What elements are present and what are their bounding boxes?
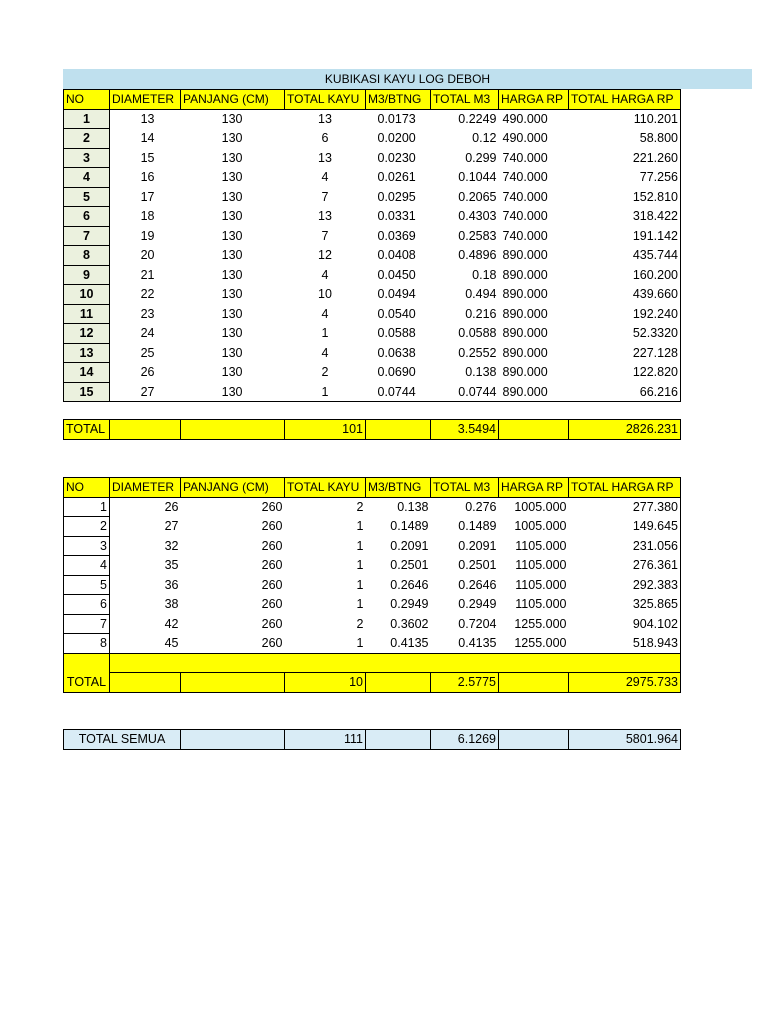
cell-panjang: 130: [221, 189, 243, 204]
cell-total-m3: 0.494: [465, 287, 497, 302]
table-row: [64, 382, 681, 402]
header-m3-btng: M3/BTNG: [366, 478, 431, 498]
cell-total-harga: 325.865: [569, 595, 681, 615]
cell-total-m3: 0.7204: [458, 616, 497, 631]
cell-diameter: 36: [164, 577, 179, 592]
grand-total-table: [63, 729, 681, 750]
cell-total-kayu: 2: [356, 616, 364, 631]
cell-total-m3: 0.138: [465, 365, 497, 380]
header-total-harga: TOTAL HARGA RP: [569, 90, 681, 110]
cell-total-harga: 292.383: [569, 575, 681, 595]
header-no: NO: [64, 90, 110, 110]
cell-harga: 740.000: [502, 170, 548, 185]
cell-total-kayu: 13: [318, 150, 332, 165]
cell-panjang: 260: [261, 500, 283, 514]
cell-total-harga: 192.240: [569, 304, 681, 324]
cell-total-m3: 0.2646: [458, 577, 497, 592]
cell-no: 6: [64, 207, 110, 227]
header-diameter: DIAMETER: [110, 478, 181, 498]
total-m3-value: 3.5494: [431, 420, 499, 440]
cell-no: 15: [64, 382, 110, 402]
table-row: [64, 536, 681, 556]
cell-total-kayu: 2: [356, 500, 364, 514]
cell-total-kayu: 1: [356, 636, 364, 650]
cell-harga: 490.000: [502, 112, 548, 126]
cell-panjang: 260: [261, 577, 283, 592]
cell-m3-btng: 0.2646: [390, 577, 429, 592]
cell-total-kayu: 1: [356, 577, 364, 592]
cell-m3-btng: 0.0200: [377, 131, 416, 146]
cell-total-m3: 0.2249: [458, 112, 497, 126]
cell-harga: 890.000: [502, 287, 548, 302]
cell-harga: 890.000: [502, 267, 548, 282]
cell-no: 3: [64, 536, 110, 556]
total-label: TOTAL: [64, 673, 110, 693]
table1-total-row: [64, 420, 681, 440]
cell-m3-btng: 0.0230: [377, 150, 416, 165]
total-m3-value: 2.5775: [431, 673, 499, 693]
cell-m3-btng: 0.2949: [390, 597, 429, 612]
cell-total-m3: 0.2065: [458, 189, 497, 204]
grand-total-row: [64, 730, 681, 750]
grand-harga-cell: [499, 730, 569, 750]
cell-m3-btng: 0.0261: [377, 170, 416, 185]
cell-total-m3: 0.0588: [458, 326, 497, 341]
header-no: NO: [64, 478, 110, 498]
table-header-row: [64, 478, 681, 498]
spacer-wide-cell: [110, 653, 681, 673]
cell-no: 1: [64, 109, 110, 129]
header-total-kayu: TOTAL KAYU: [285, 90, 366, 110]
cell-total-m3: 0.2583: [458, 228, 497, 243]
cell-total-m3: 0.12: [472, 131, 497, 146]
cell-harga: 1105.000: [515, 558, 567, 573]
table-row: [64, 595, 681, 615]
header-panjang: PANJANG (CM): [181, 478, 285, 498]
cell-total-m3: 0.0744: [431, 382, 499, 402]
cell-diameter: 23: [140, 306, 155, 321]
cell-m3-btng: 0.2091: [390, 538, 429, 553]
cell-total-harga: 318.422: [569, 207, 681, 227]
table-row: [64, 246, 681, 266]
cell-panjang: 130: [221, 209, 243, 224]
table-row: [64, 148, 681, 168]
cell-total-harga: 77.256: [569, 168, 681, 188]
header-total-m3: TOTAL M3: [431, 478, 499, 498]
cell-diameter: 45: [164, 636, 179, 650]
cell-no: 14: [64, 363, 110, 383]
cell-diameter: 21: [140, 267, 155, 282]
table-row: [64, 614, 681, 634]
cell-harga: 1255.000: [514, 616, 567, 631]
table-row: [64, 517, 681, 537]
total-harga-value: 2826.231: [569, 420, 681, 440]
cell-diameter: 19: [140, 228, 155, 243]
cell-no: 7: [64, 614, 110, 634]
cell-panjang: 130: [221, 228, 243, 243]
cell-total-m3: 0.2501: [458, 558, 497, 573]
table-row: [64, 497, 681, 517]
cell-m3-btng: 0.0295: [377, 189, 416, 204]
cell-total-kayu: 4: [321, 267, 329, 282]
grand-m3btng-cell: [366, 730, 431, 750]
cell-panjang: 130: [181, 382, 285, 402]
grand-total-m3: 6.1269: [431, 730, 499, 750]
cell-panjang: 260: [261, 597, 283, 612]
header-total-harga: TOTAL HARGA RP: [569, 478, 681, 498]
cell-diameter: 32: [164, 538, 179, 553]
cell-panjang: 260: [261, 558, 283, 573]
cell-total-kayu: 1: [356, 558, 364, 573]
cell-total-kayu: 1: [321, 326, 329, 341]
cell-total-harga: 227.128: [569, 343, 681, 363]
cell-harga: 740.000: [502, 228, 548, 243]
cell-harga: 1005.000: [514, 519, 567, 534]
grand-total-kayu: 111: [285, 730, 366, 750]
cell-total-kayu: 4: [321, 345, 329, 360]
cell-m3-btng: 0.0494: [377, 287, 416, 302]
cell-total-kayu: 7: [321, 228, 329, 243]
cell-no: 5: [64, 575, 110, 595]
total-harga-value: 2975.733: [569, 673, 681, 693]
cell-total-harga: 52.3320: [569, 324, 681, 344]
cell-m3-btng: 0.3602: [390, 616, 429, 631]
cell-no: 10: [64, 285, 110, 305]
cell-total-harga: 518.943: [569, 634, 681, 654]
cell-no: 5: [64, 187, 110, 207]
header-m3-btng: M3/BTNG: [366, 90, 431, 110]
cell-diameter: 15: [140, 150, 155, 165]
cell-total-m3: 0.1044: [458, 170, 497, 185]
grand-total-label: TOTAL SEMUA: [64, 730, 181, 750]
table-row: [64, 187, 681, 207]
cell-diameter: 13: [140, 112, 155, 126]
grand-total-harga: 5801.964: [569, 730, 681, 750]
table-header-row: [64, 90, 681, 110]
cell-harga: 890.000: [502, 345, 548, 360]
cell-harga: 890.000: [502, 365, 548, 380]
cell-diameter: 35: [164, 558, 179, 573]
cell-diameter: 27: [164, 519, 179, 534]
cell-m3-btng: 0.2501: [390, 558, 429, 573]
cell-total-kayu: 7: [321, 189, 329, 204]
cell-no: 11: [64, 304, 110, 324]
cell-harga: 490.000: [502, 131, 548, 146]
cell-m3-btng: 0.4135: [390, 636, 429, 650]
cell-no: 8: [64, 246, 110, 266]
cell-total-m3: 0.216: [465, 306, 497, 321]
cell-total-m3: 0.4303: [458, 209, 497, 224]
cell-total-m3: 0.18: [472, 267, 497, 282]
cell-total-harga: 439.660: [569, 285, 681, 305]
cell-total-kayu: 6: [321, 131, 329, 146]
sheet-title: KUBIKASI KAYU LOG DEBOH: [63, 69, 752, 89]
cell-total-m3: 0.2091: [458, 538, 497, 553]
cell-total-harga: 122.820: [569, 363, 681, 383]
header-harga: HARGA RP: [499, 478, 569, 498]
log-volume-table-260cm: [63, 477, 681, 693]
cell-no: 2: [64, 129, 110, 149]
grand-panjang-cell: [181, 730, 285, 750]
cell-total-kayu: 1: [356, 538, 364, 553]
cell-total-harga: 160.200: [569, 265, 681, 285]
cell-total-harga: 149.645: [569, 517, 681, 537]
cell-m3-btng: 0.0540: [377, 306, 416, 321]
total-harga-cell: [499, 420, 569, 440]
log-volume-table-130cm: [63, 89, 681, 440]
table2-yellow-spacer-row: [64, 653, 681, 673]
cell-m3-btng: 0.0369: [377, 228, 416, 243]
cell-total-kayu: 2: [321, 365, 329, 380]
cell-panjang: 260: [261, 519, 283, 534]
cell-panjang: 260: [261, 636, 283, 650]
cell-no: 13: [64, 343, 110, 363]
cell-m3-btng: 0.0638: [377, 345, 416, 360]
cell-panjang: 130: [221, 306, 243, 321]
cell-no: 4: [64, 556, 110, 576]
cell-total-harga: 231.056: [569, 536, 681, 556]
cell-total-harga: 221.260: [569, 148, 681, 168]
cell-harga: 1255.000: [514, 636, 567, 650]
cell-panjang: 260: [261, 616, 283, 631]
cell-no: 6: [64, 595, 110, 615]
cell-diameter: 24: [140, 326, 155, 341]
cell-diameter: 17: [140, 189, 155, 204]
table-row: [64, 556, 681, 576]
cell-harga: 1005.000: [514, 500, 567, 514]
cell-total-m3: 0.299: [465, 150, 497, 165]
cell-panjang: 130: [221, 345, 243, 360]
cell-diameter: 20: [140, 248, 155, 263]
table-row: [64, 575, 681, 595]
cell-total-harga: 58.800: [569, 129, 681, 149]
cell-panjang: 260: [261, 538, 283, 553]
spacer-row: [64, 402, 681, 420]
total-m3btng-cell: [366, 673, 431, 693]
header-total-kayu: TOTAL KAYU: [285, 478, 366, 498]
header-panjang: PANJANG (CM): [181, 90, 285, 110]
cell-panjang: 130: [221, 287, 243, 302]
cell-m3-btng: 0.0173: [377, 112, 416, 126]
total-m3btng-cell: [366, 420, 431, 440]
header-diameter: DIAMETER: [110, 90, 181, 110]
cell-diameter: 42: [164, 616, 179, 631]
cell-harga: 1105.000: [515, 597, 567, 612]
cell-total-m3: 0.2949: [458, 597, 497, 612]
table-row: [64, 226, 681, 246]
cell-total-kayu: 13: [318, 209, 332, 224]
cell-total-kayu: 4: [321, 306, 329, 321]
cell-panjang: 130: [221, 365, 243, 380]
cell-total-harga: 152.810: [569, 187, 681, 207]
table-row: [64, 634, 681, 654]
cell-panjang: 130: [221, 248, 243, 263]
cell-harga: 1105.000: [515, 577, 567, 592]
cell-no: 2: [64, 517, 110, 537]
cell-m3-btng: 0.0744: [366, 382, 431, 402]
cell-no: 4: [64, 168, 110, 188]
cell-panjang: 130: [221, 131, 243, 146]
total-label: TOTAL: [64, 420, 110, 440]
cell-total-harga: 435.744: [569, 246, 681, 266]
cell-m3-btng: 0.1489: [390, 519, 429, 534]
cell-total-harga: 276.361: [569, 556, 681, 576]
total-panjang-cell: [181, 420, 285, 440]
header-total-m3: TOTAL M3: [431, 90, 499, 110]
cell-no: 9: [64, 265, 110, 285]
cell-harga: 740.000: [502, 150, 548, 165]
cell-total-kayu: 12: [318, 248, 332, 263]
cell-no: 8: [64, 634, 110, 654]
cell-total-harga: 66.216: [569, 382, 681, 402]
table-row: [64, 343, 681, 363]
table-row: [64, 207, 681, 227]
cell-diameter: 14: [140, 131, 155, 146]
cell-panjang: 130: [221, 112, 243, 126]
cell-total-m3: 0.276: [465, 500, 497, 514]
cell-diameter: 18: [140, 209, 155, 224]
cell-harga: 890.000: [502, 306, 548, 321]
table-row: [64, 265, 681, 285]
cell-total-kayu: 4: [321, 170, 329, 185]
cell-harga: 890.000: [502, 248, 548, 263]
cell-m3-btng: 0.0408: [377, 248, 416, 263]
cell-harga: 740.000: [502, 189, 548, 204]
cell-total-m3: 0.1489: [458, 519, 497, 534]
cell-diameter: 38: [164, 597, 179, 612]
cell-harga: 890.000: [502, 326, 548, 341]
cell-total-harga: 277.380: [569, 497, 681, 517]
cell-total-m3: 0.4896: [458, 248, 497, 263]
cell-diameter: 22: [140, 287, 155, 302]
cell-diameter: 16: [140, 170, 155, 185]
table-row: [64, 168, 681, 188]
header-harga: HARGA RP: [499, 90, 569, 110]
cell-no: 12: [64, 324, 110, 344]
cell-panjang: 130: [221, 267, 243, 282]
total-panjang-cell: [181, 673, 285, 693]
table-row: [64, 304, 681, 324]
total-kayu-value: 10: [285, 673, 366, 693]
cell-total-harga: 904.102: [569, 614, 681, 634]
cell-diameter: 25: [140, 345, 155, 360]
cell-panjang: 130: [221, 326, 243, 341]
cell-diameter: 27: [110, 382, 181, 402]
cell-diameter: 26: [164, 500, 179, 514]
cell-m3-btng: 0.0588: [377, 326, 416, 341]
cell-total-harga: 191.142: [569, 226, 681, 246]
table-row: [64, 324, 681, 344]
cell-total-kayu: 1: [356, 519, 364, 534]
cell-m3-btng: 0.0690: [377, 365, 416, 380]
table2-total-row: [64, 673, 681, 693]
cell-diameter: 26: [140, 365, 155, 380]
cell-harga: 1105.000: [515, 538, 567, 553]
cell-m3-btng: 0.138: [397, 500, 429, 514]
cell-no: 7: [64, 226, 110, 246]
total-diameter-cell: [110, 673, 181, 693]
cell-harga: 890.000: [499, 382, 569, 402]
cell-m3-btng: 0.0450: [377, 267, 416, 282]
total-kayu-value: 101: [285, 420, 366, 440]
cell-harga: 740.000: [502, 209, 548, 224]
cell-panjang: 130: [221, 150, 243, 165]
cell-total-kayu: 10: [318, 287, 332, 302]
cell-panjang: 130: [221, 170, 243, 185]
spacer-no-cell: [64, 653, 110, 673]
table-row: [64, 129, 681, 149]
total-diameter-cell: [110, 420, 181, 440]
cell-total-kayu: 13: [318, 112, 332, 126]
total-harga-cell: [499, 673, 569, 693]
cell-no: 1: [64, 497, 110, 517]
table-row: [64, 109, 681, 129]
cell-total-harga: 110.201: [569, 109, 681, 129]
cell-no: 3: [64, 148, 110, 168]
cell-m3-btng: 0.0331: [377, 209, 416, 224]
cell-total-m3: 0.2552: [458, 345, 497, 360]
table-row: [64, 363, 681, 383]
cell-total-kayu: 1: [285, 382, 366, 402]
table-row: [64, 285, 681, 305]
cell-total-kayu: 1: [356, 597, 364, 612]
cell-total-m3: 0.4135: [458, 636, 497, 650]
